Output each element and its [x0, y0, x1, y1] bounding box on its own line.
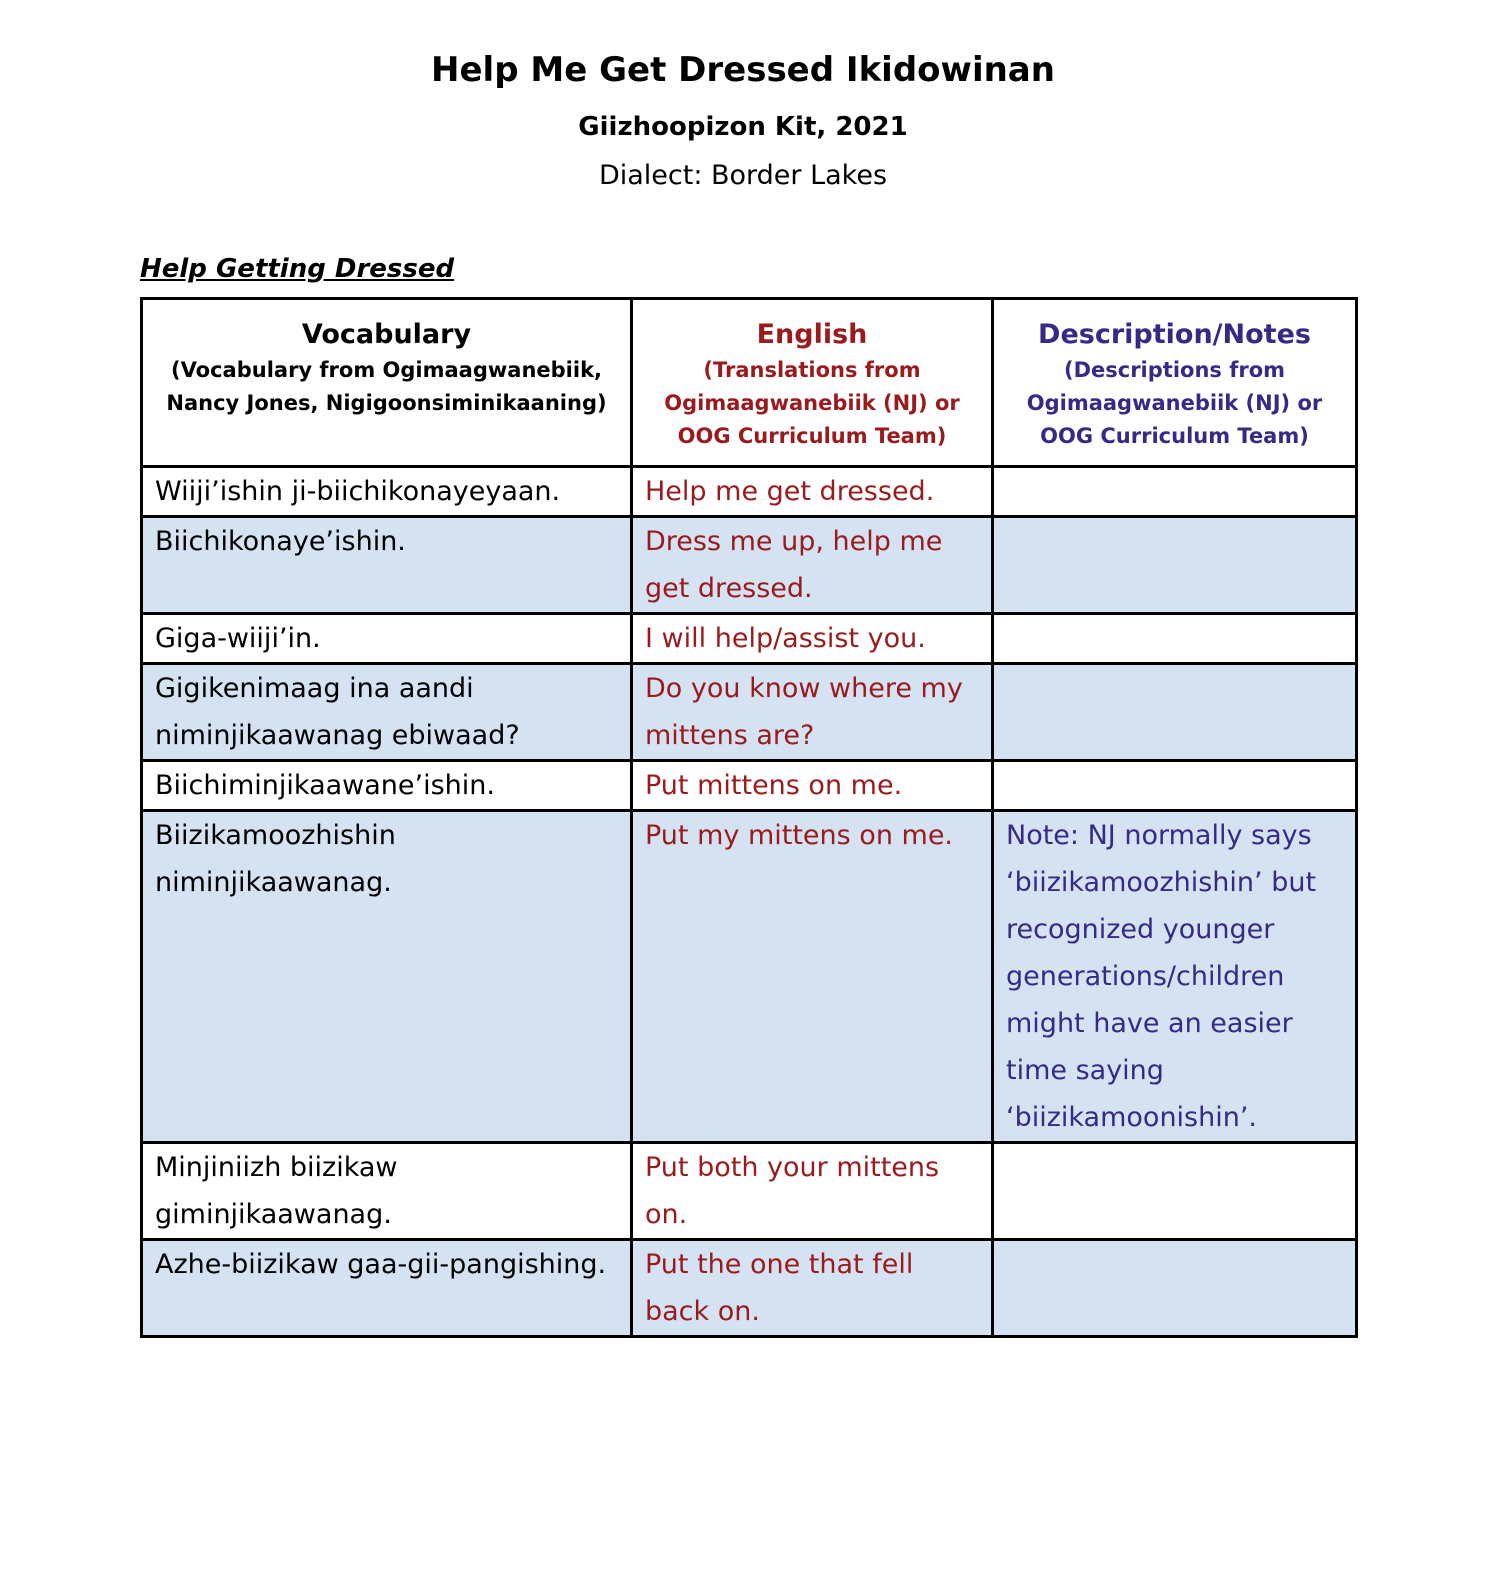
vocab-cell: Biizikamoozhishin niminjikaawanag. [142, 811, 632, 1143]
vocab-cell: Wiiji’ishin ji-biichikonayeyaan. [142, 467, 632, 517]
vocab-cell: Biichiminjikaawane’ishin. [142, 761, 632, 811]
header-vocabulary [142, 299, 632, 467]
table-row [142, 1143, 1357, 1240]
notes-cell [993, 1240, 1357, 1337]
header-english-title: English [756, 319, 868, 350]
notes-cell [993, 517, 1357, 614]
vocab-cell: Gigikenimaag ina aandi niminjikaawanag ebiwaad? [142, 664, 632, 761]
table-row [142, 664, 1357, 761]
table-row [142, 761, 1357, 811]
header-notes-title: Description/Notes [1038, 319, 1311, 350]
english-cell: Do you know where my mittens are? [632, 664, 993, 761]
header-vocabulary-sub: (Vocabulary from Ogimaagwanebiik, Nancy Jones, Nigigoonsiminikaaning) [166, 358, 607, 415]
english-cell: Put the one that fell back on. [632, 1240, 993, 1337]
table-row [142, 614, 1357, 664]
english-cell: Help me get dressed. [632, 467, 993, 517]
english-cell: Put mittens on me. [632, 761, 993, 811]
table-row [142, 1240, 1357, 1337]
header-english-sub: (Translations from Ogimaagwanebiik (NJ) or OOG Curriculum Team) [664, 358, 960, 448]
table-row [142, 517, 1357, 614]
table-row [142, 811, 1357, 1143]
table-header-row [142, 299, 1357, 467]
header-notes-sub: (Descriptions from Ogimaagwanebiik (NJ) or OOG Curriculum Team) [1026, 358, 1323, 448]
vocab-cell: Minjiniizh biizikaw giminjikaawanag. [142, 1143, 632, 1240]
section-heading: Help Getting Dressed [140, 254, 455, 284]
vocab-cell: Giga-wiiji’in. [142, 614, 632, 664]
english-cell: Dress me up, help me get dressed. [632, 517, 993, 614]
header-notes [993, 299, 1357, 467]
vocab-cell: Biichikonaye’ishin. [142, 517, 632, 614]
document-title: Help Me Get Dressed Ikidowinan [431, 50, 1055, 90]
english-cell: Put both your mittens on. [632, 1143, 993, 1240]
notes-cell [993, 1143, 1357, 1240]
dialect-line: Dialect: Border Lakes [598, 160, 888, 191]
english-cell: Put my mittens on me. [632, 811, 993, 1143]
notes-cell: Note: NJ normally says ‘biizikamoozhishin’ but recognized younger generations/children might have an easier time saying ‘biizikamoonishin’. [993, 811, 1357, 1143]
notes-cell [993, 614, 1357, 664]
header-english [632, 299, 993, 467]
vocabulary-table [140, 297, 1358, 1338]
document-subtitle: Giizhoopizon Kit, 2021 [578, 112, 908, 142]
notes-cell [993, 467, 1357, 517]
notes-cell [993, 761, 1357, 811]
header-vocabulary-title: Vocabulary [301, 319, 472, 350]
english-cell: I will help/assist you. [632, 614, 993, 664]
table-row [142, 467, 1357, 517]
vocab-cell: Azhe-biizikaw gaa-gii-pangishing. [142, 1240, 632, 1337]
notes-cell [993, 664, 1357, 761]
